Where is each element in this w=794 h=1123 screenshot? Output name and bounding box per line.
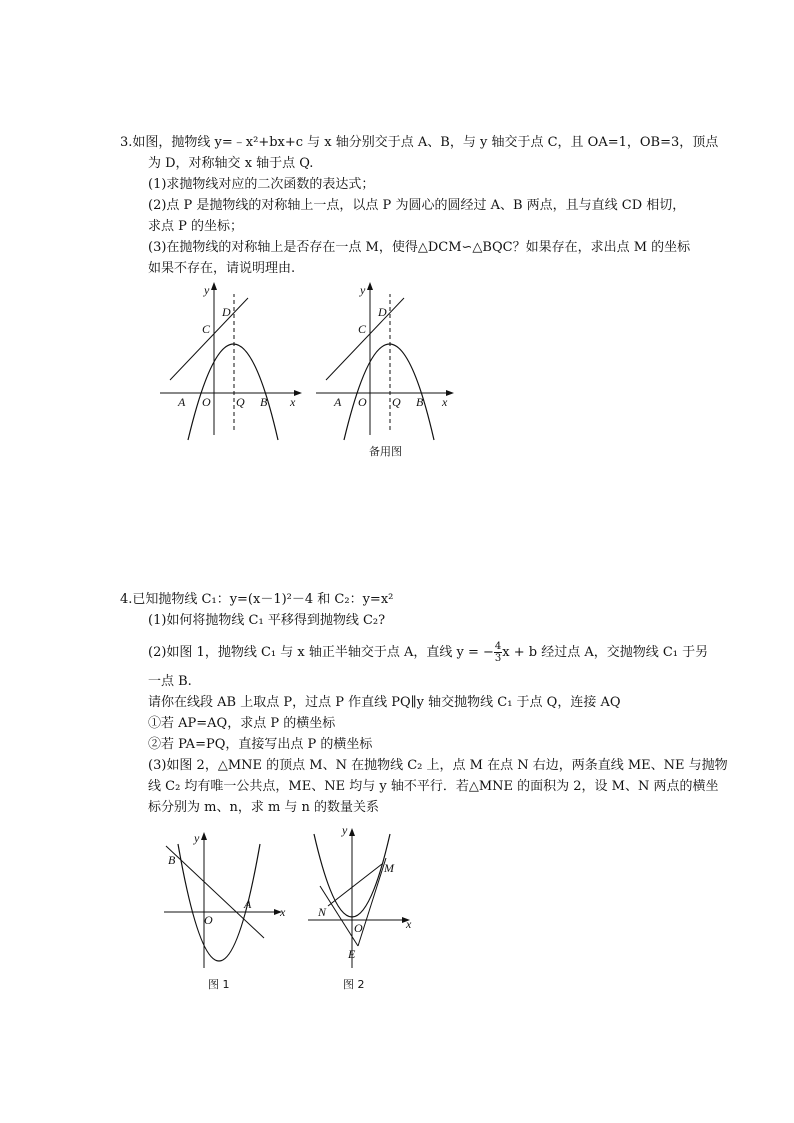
q4-figure-2	[300, 820, 430, 972]
q3-fig-b-label: B	[260, 395, 268, 409]
q3-part-3-cont: 如果不存在，请说明理由.	[148, 261, 296, 276]
q4-fig1-caption: 图 1	[208, 978, 230, 991]
q3-backup-q-label: Q	[392, 395, 401, 409]
q3-fig-x-label: x	[290, 395, 296, 409]
q4-subpart-1: ①若 AP=AQ，求点 P 的横坐标	[148, 716, 336, 731]
q4-part-2-text-b: x + b 经过点 A，交抛物线 C₁ 于另	[502, 645, 709, 660]
q4-fig1-y-label: y	[194, 831, 200, 845]
q3-backup-c-label: C	[358, 322, 367, 336]
q4-subpart-2: ②若 PA=PQ，直接写出点 P 的横坐标	[148, 737, 373, 752]
q3-parabola-figure	[160, 280, 310, 442]
q3-line-2: 为 D，对称轴交 x 轴于点 Q.	[148, 156, 314, 171]
q3-fig-c-label: C	[202, 322, 211, 336]
q4-fig1-a-label: A	[244, 897, 252, 911]
q3-backup-x-label: x	[442, 395, 448, 409]
q4-fig2-o-label: O	[354, 921, 363, 935]
q4-part-3: (3)如图 2，△MNE 的顶点 M、N 在抛物线 C₂ 上，点 M 在点 N 右边，两条直线 ME、NE 与抛物	[148, 758, 728, 773]
q3-fig-a-label: A	[178, 395, 186, 409]
q3-part-1: (1)求抛物线对应的二次函数的表达式；	[148, 177, 375, 192]
q4-fig2-x-label: x	[406, 917, 412, 931]
q4-line-1: 4.已知抛物线 C₁：y=(x－1)²－4 和 C₂：y=x²	[120, 592, 394, 607]
q3-backup-b-label: B	[416, 395, 424, 409]
q4-part-3-cont-1: 线 C₂ 均有唯一公共点，ME、NE 均与 y 轴不平行．若△MNE 的面积为 2，设 M、N 两点的横坐	[148, 779, 719, 794]
q4-fraction	[494, 641, 502, 664]
q4-fig1-o-label: O	[204, 913, 213, 927]
q3-backup-d-label: D	[378, 305, 387, 319]
q3-part-3: (3)在抛物线的对称轴上是否存在一点 M，使得△DCM∽△BQC？如果存在，求出点 M 的坐标	[148, 240, 691, 255]
q3-fig-o-label: O	[202, 395, 211, 409]
q4-part-2-cont: 一点 B.	[148, 674, 192, 689]
q4-part-2-instruction: 请你在线段 AB 上取点 P，过点 P 作直线 PQ∥y 轴交抛物线 C₁ 于点 Q，连接 AQ	[148, 695, 621, 710]
q4-fig2-m-label: M	[384, 861, 394, 875]
q3-fig-d-label: D	[222, 305, 231, 319]
q4-figure-1	[160, 828, 290, 973]
q4-part-2	[148, 641, 708, 665]
q4-fig2-n-label: N	[318, 905, 327, 919]
q3-backup-y-label: y	[360, 283, 366, 297]
q4-fig1-x-label: x	[280, 905, 286, 919]
q3-backup-o-label: O	[358, 395, 367, 409]
q3-fig-q-label: Q	[236, 395, 245, 409]
fraction-denominator: 3	[494, 653, 502, 664]
q3-line-1: 3.如图，抛物线 y=﹣x²+bx+c 与 x 轴分别交于点 A、B，与 y 轴交于点 C，且 OA=1，OB=3，顶点	[120, 135, 719, 150]
q3-backup-a-label: A	[334, 395, 342, 409]
q3-backup-caption: 备用图	[369, 445, 402, 458]
q4-part-2-text-a: (2)如图 1，抛物线 C₁ 与 x 轴正半轴交于点 A，直线 y = −	[148, 645, 494, 660]
q4-part-1: (1)如何将抛物线 C₁ 平移得到抛物线 C₂?	[148, 613, 386, 628]
q4-fig2-y-label: y	[342, 823, 348, 837]
q3-part-2: (2)点 P 是抛物线的对称轴上一点，以点 P 为圆心的圆经过 A、B 两点，且与直线 CD 相切，	[148, 198, 686, 213]
q3-fig-y-label: y	[204, 283, 210, 297]
fraction-numerator: 4	[494, 641, 502, 652]
q4-fig2-e-label: E	[348, 947, 356, 961]
q4-fig2-caption: 图 2	[343, 978, 365, 991]
q4-part-3-cont-2: 标分别为 m、n，求 m 与 n 的数量关系	[148, 800, 380, 815]
q4-fig1-b-label: B	[168, 853, 176, 867]
q3-part-2-cont: 求点 P 的坐标；	[148, 219, 244, 234]
q3-backup-figure	[316, 280, 466, 442]
